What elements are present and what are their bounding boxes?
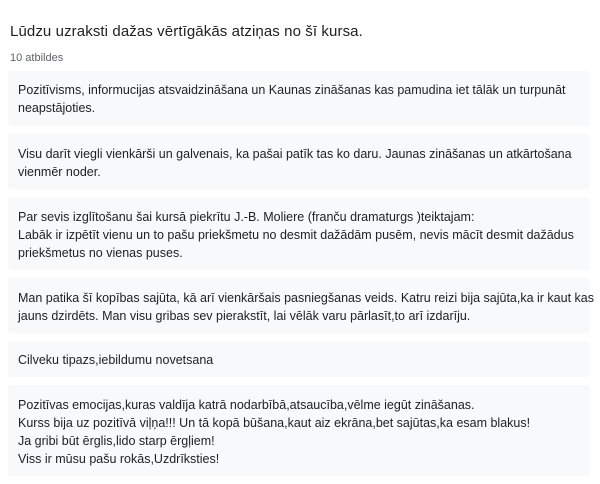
response-item — [8, 197, 590, 270]
response-item — [8, 71, 590, 126]
response-item — [8, 385, 590, 476]
response-text-line: Cilveku tipazs,iebildumu novetsana — [18, 353, 214, 367]
question-title: Lūdzu uzraksti dažas vērtīgākās atziņas no šī kursa. — [10, 23, 363, 40]
response-text-line: Kurss bija uz pozitīvā viļņa!!! Un tā kopā būšana,kaut aiz ekrāna,bet sajūtas,ka esam blakus! — [18, 416, 531, 430]
response-count: 10 atbildes — [10, 52, 64, 64]
response-text-line: Pozitīvas emocijas,kuras valdīja katrā nodarbībā,atsaucība,vēlme iegūt zināšanas. — [18, 398, 475, 412]
response-text-line: vienmēr noder. — [18, 165, 101, 179]
response-text-line: priekšmetus no vienas puses. — [18, 246, 183, 260]
response-text-line: Viss ir mūsu pašu rokās,Uzdrīksties! — [18, 452, 220, 466]
response-text-line: Pozitīvisms, informucijas atsvaidzināšana un Kaunas zināšanas kas pamudina iet tālāk un turpunāt — [18, 83, 566, 97]
response-text-line: Ja gribi būt ērglis,lido starp ērgļiem! — [18, 434, 215, 448]
response-text-line: Man patika šī kopības sajūta, kā arī vienkāršais pasniegšanas veids. Katru reizi bija sajūta,ka ir kaut kas — [18, 291, 594, 305]
response-item — [8, 278, 594, 333]
response-item — [8, 134, 590, 189]
response-item — [8, 341, 590, 377]
response-text-line: Labāk ir izpētīt vienu un to pašu priekšmetu no desmit dažādām pusēm, nevis mācīt desmit dažādus — [18, 228, 574, 242]
response-text-line: Visu darīt viegli vienkārši un galvenais, ka pašai patīk tas ko daru. Jaunas zināšanas un atkārtošana — [18, 147, 572, 161]
response-text-line: Par sevis izglītošanu šai kursā piekrītu J.-B. Moliere (franču dramaturgs )teiktajam: — [18, 210, 475, 224]
response-list — [8, 71, 594, 484]
response-text-line: jauns dzirdēts. Man visu gribas sev pierakstīt, lai vēlāk varu pārlasīt,to arī izdarīju. — [18, 309, 471, 323]
response-text-line: neapstājoties. — [18, 101, 96, 115]
